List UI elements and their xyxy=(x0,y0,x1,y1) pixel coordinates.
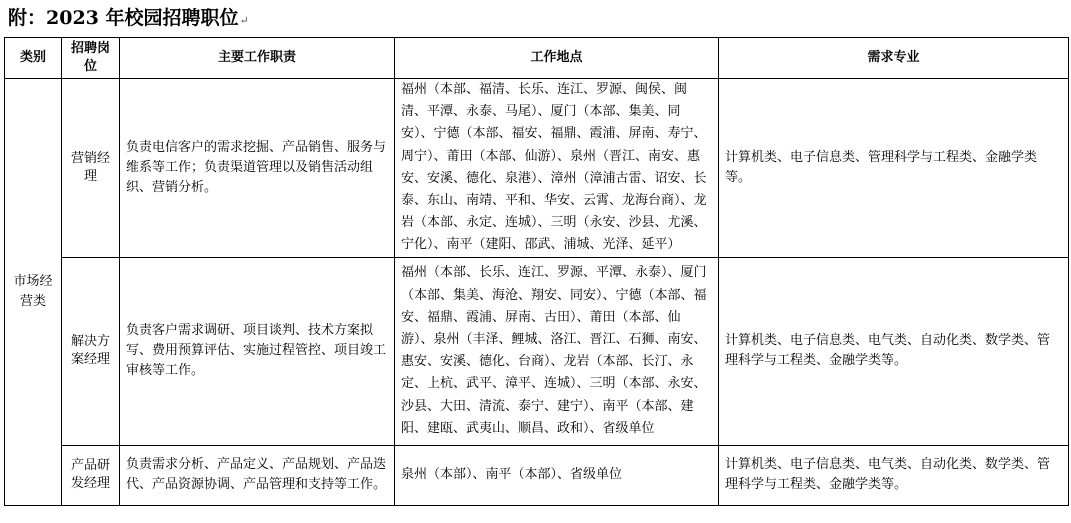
duties-cell: 负责电信客户的需求挖掘、产品销售、服务与维系等工作；负责渠道管理以及销售活动组织、营销分析。 xyxy=(120,79,395,258)
position-cell: 解决方案经理 xyxy=(62,257,120,445)
paragraph-mark-icon: ↵ xyxy=(239,14,249,27)
header-majors: 需求专业 xyxy=(719,38,1069,79)
table-row xyxy=(5,79,1069,258)
table-header-row xyxy=(5,38,1069,79)
header-duties: 主要工作职责 xyxy=(120,38,395,79)
header-position: 招聘岗位 xyxy=(62,38,120,79)
header-category: 类别 xyxy=(5,38,62,79)
category-cell: 市场经营类 xyxy=(5,79,62,506)
duties-cell: 负责需求分析、产品定义、产品规划、产品迭代、产品资源协调、产品管理和支持等工作。 xyxy=(120,445,395,505)
position-cell: 产品研发经理 xyxy=(62,445,120,505)
table-row xyxy=(5,257,1069,445)
majors-cell: 计算机类、电子信息类、管理科学与工程类、金融学类等。 xyxy=(719,79,1069,258)
page-title: 附：2023 年校园招聘职位↵ xyxy=(8,7,249,29)
table-row xyxy=(5,445,1069,505)
positions-table xyxy=(4,37,1069,506)
duties-cell: 负责客户需求调研、项目谈判、技术方案拟写、费用预算评估、实施过程管控、项目竣工审核等工作。 xyxy=(120,257,395,445)
majors-cell: 计算机类、电子信息类、电气类、自动化类、数学类、管理科学与工程类、金融学类等。 xyxy=(719,445,1069,505)
majors-cell: 计算机类、电子信息类、电气类、自动化类、数学类、管理科学与工程类、金融学类等。 xyxy=(719,257,1069,445)
location-cell: 泉州（本部）、南平（本部）、省级单位 xyxy=(395,445,719,505)
location-cell: 福州（本部、长乐、连江、罗源、平潭、永泰）、厦门（本部、集美、海沧、翔安、同安）、宁德（本部、福安、福鼎、霞浦、屏南、古田）、莆田（本部、仙游）、泉州（丰泽、鲤城、洛江、晋江、石狮、南安、惠安、安溪、德化、台商）、龙岩（本部、长汀、永定、上杭、武平、漳平、连城）、三明（本部、永安、沙县、大田、清流、泰宁、建宁）、南平（本部、建阳、建瓯、武夷山、顺昌、政和）、省级单位 xyxy=(395,257,719,445)
position-cell: 营销经理 xyxy=(62,79,120,258)
location-cell: 福州（本部、福清、长乐、连江、罗源、闽侯、闽清、平潭、永泰、马尾）、厦门（本部、集美、同安）、宁德（本部、福安、福鼎、霞浦、屏南、寿宁、周宁）、莆田（本部、仙游）、泉州（晋江、南安、惠安、安溪、德化、泉港）、漳州（漳浦古雷、诏安、长泰、东山、南靖、平和、华安、云霄、龙海台商）、龙岩（本部、永定、连城）、三明（永安、沙县、尤溪、宁化）、南平（建阳、邵武、浦城、光泽、延平） xyxy=(395,79,719,258)
header-location: 工作地点 xyxy=(395,38,719,79)
